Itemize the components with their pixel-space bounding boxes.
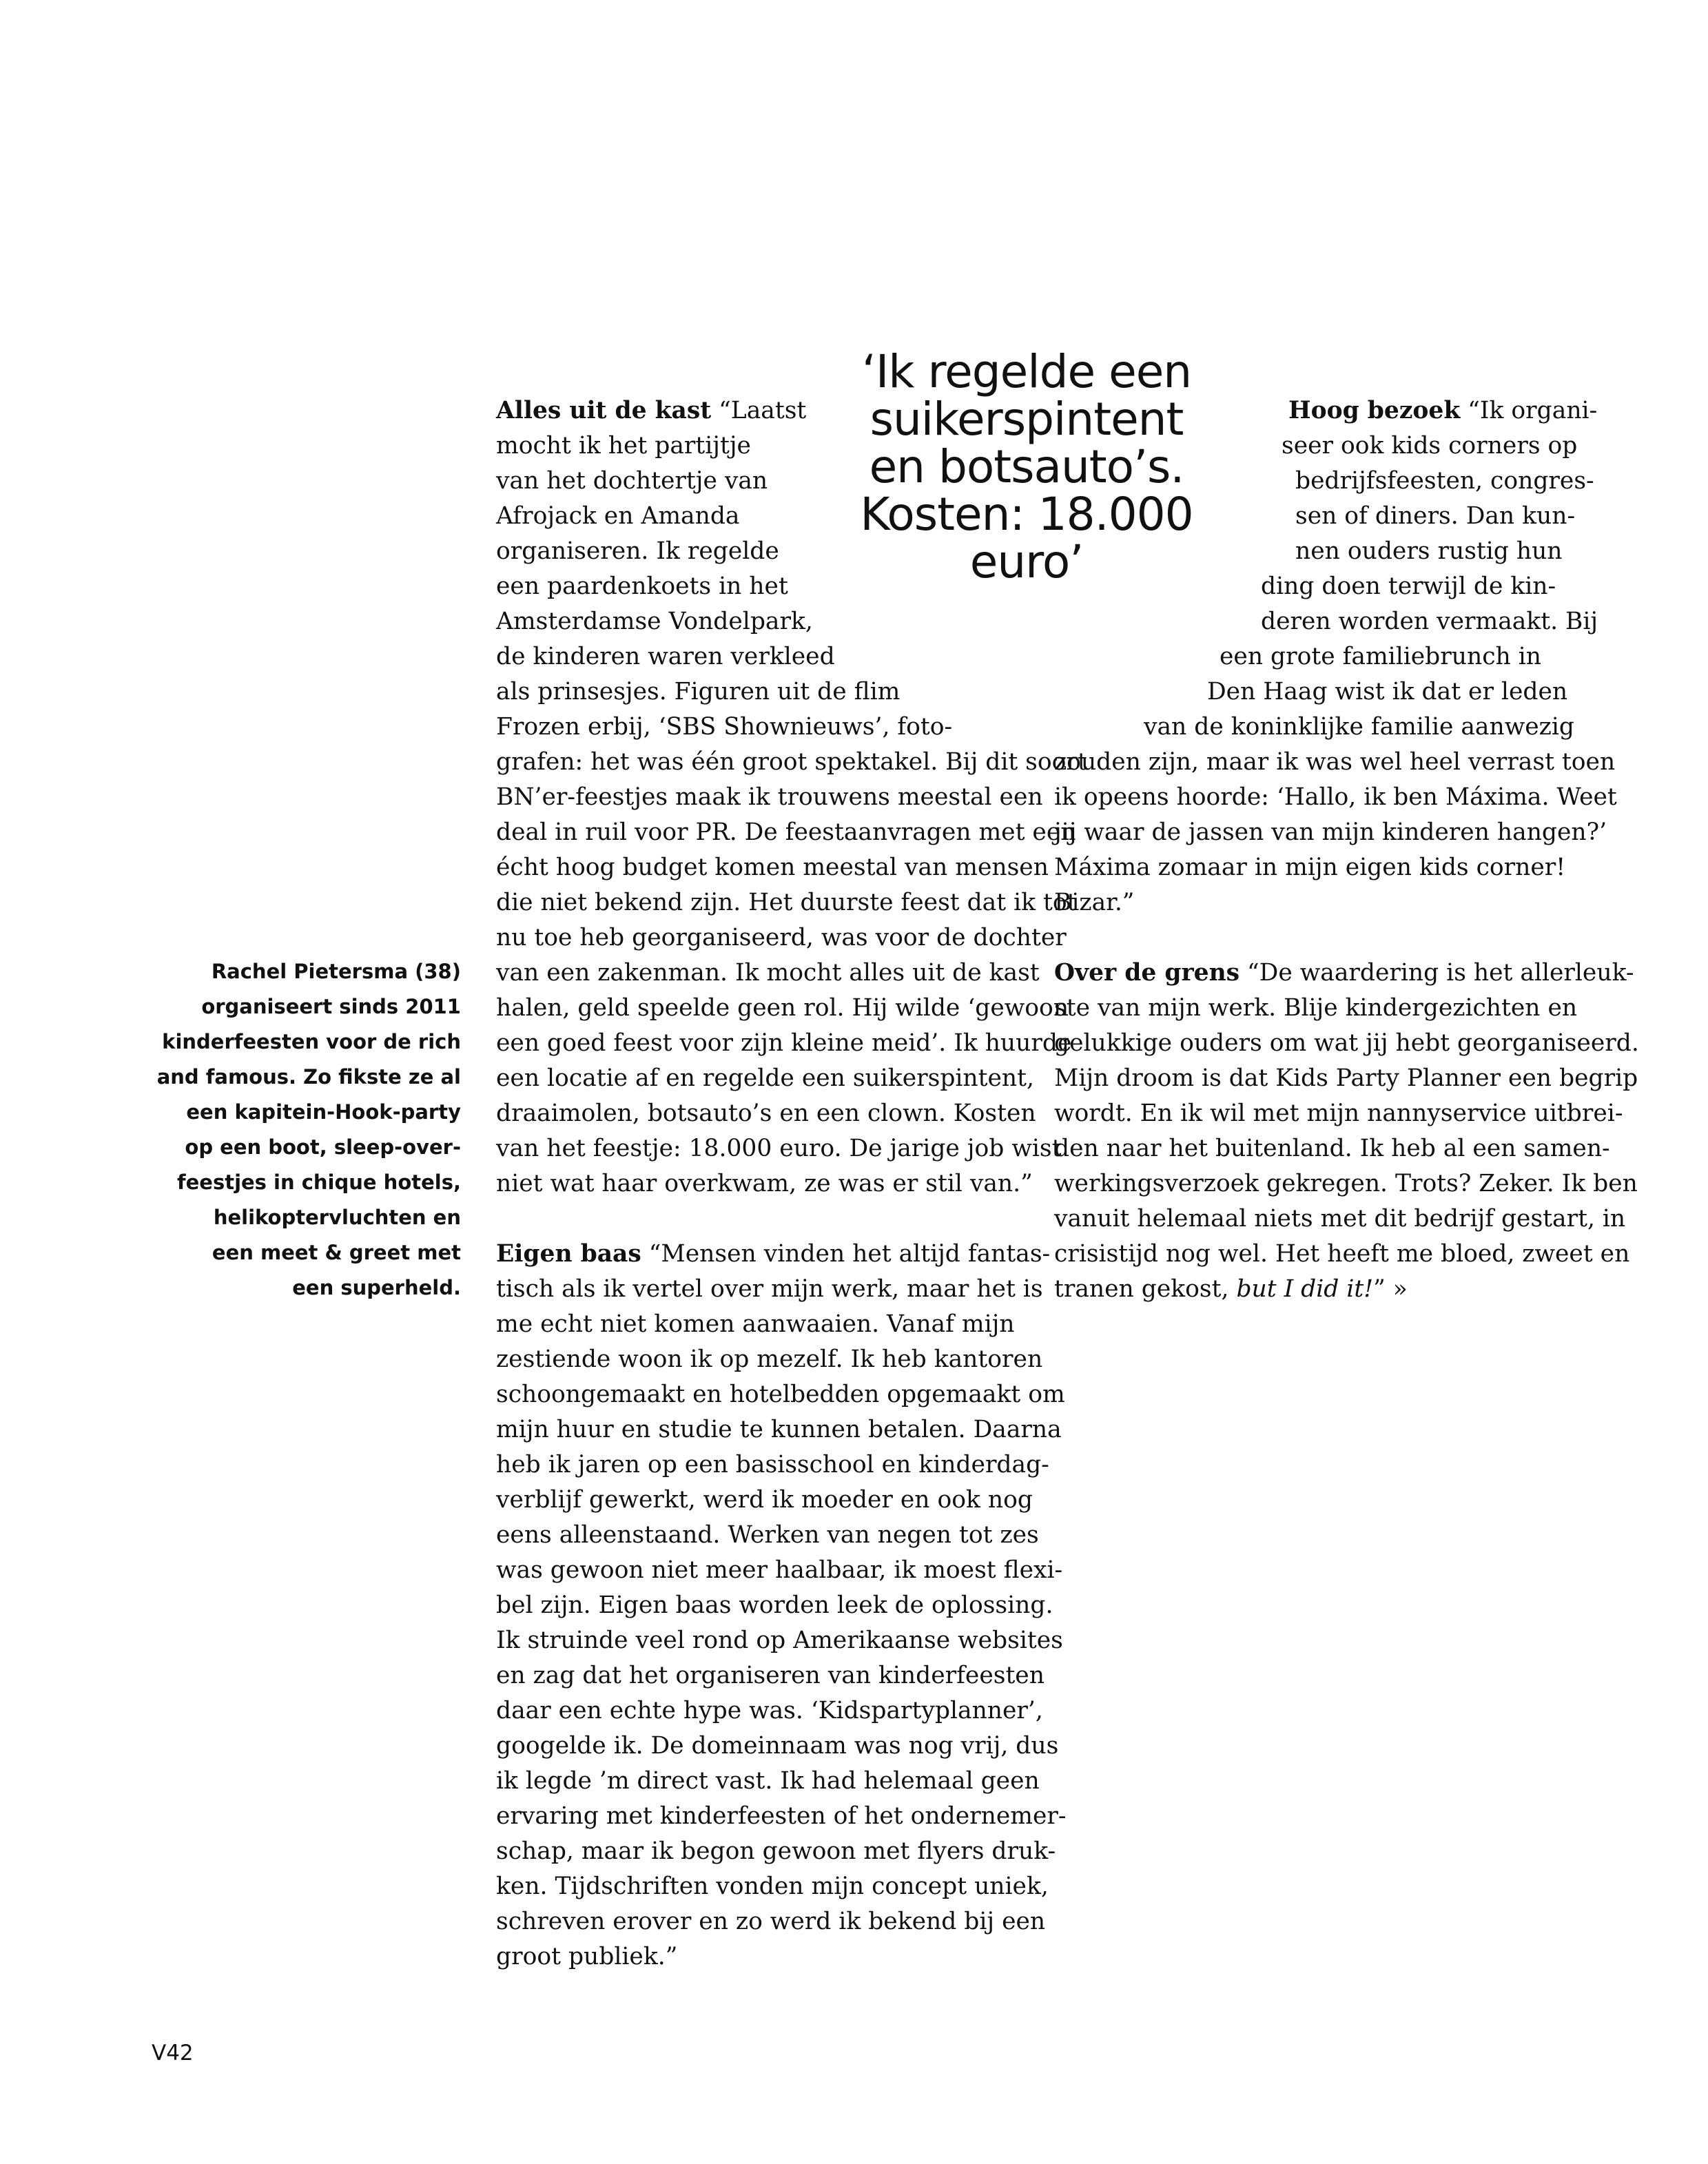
caption-line: feestjes in chique hotels,: [177, 1171, 461, 1194]
body-line: nen ouders rustig hun: [1295, 537, 1563, 565]
body-line: ken. Tijdschriften vonden mijn concept uniek,: [496, 1873, 1049, 1900]
section-heading-eigen-baas: Eigen baas: [496, 1240, 641, 1268]
pull-quote-line: en botsauto’s.: [869, 440, 1184, 493]
body-line: die niet bekend zijn. Het duurste feest dat ik tot: [496, 889, 1077, 916]
body-line: me echt niet komen aanwaaien. Vanaf mijn: [496, 1310, 1015, 1338]
body-line: ik legde ’m direct vast. Ik had helemaal geen: [496, 1767, 1040, 1795]
body-line: Bizar.”: [1054, 889, 1135, 916]
body-line: de kinderen waren verkleed: [496, 643, 835, 670]
section-heading-alles-uit-de-kast: Alles uit de kast: [496, 397, 712, 424]
body-line: van de koninklijke familie aanwezig: [1144, 713, 1574, 741]
body-line: organiseren. Ik regelde: [496, 537, 779, 565]
section-heading-over-de-grens: Over de grens: [1054, 959, 1240, 987]
pull-quote-line: euro’: [969, 535, 1084, 588]
body-line: nu toe heb georganiseerd, was voor de dochter: [496, 924, 1067, 951]
body-line: deren worden vermaakt. Bij: [1261, 608, 1598, 635]
body-line: Hoog bezoek “Ik organi-: [1288, 397, 1598, 424]
body-line: écht hoog budget komen meestal van mensen: [496, 854, 1049, 881]
pull-quote-line: Kosten: 18.000: [860, 488, 1193, 541]
body-line: Afrojack en Amanda: [496, 502, 740, 530]
body-line: was gewoon niet meer haalbaar, ik moest flexi-: [496, 1556, 1063, 1584]
caption-line: een meet & greet met: [212, 1241, 461, 1264]
body-line: niet wat haar overkwam, ze was er stil van.”: [496, 1170, 1033, 1197]
body-line: gelukkige ouders om wat jij hebt georganiseerd.: [1054, 1029, 1639, 1057]
body-line: een grote familiebrunch in: [1220, 643, 1541, 670]
body-line: groot publiek.”: [496, 1943, 678, 1970]
pull-quote-line: suikerspintent: [870, 393, 1184, 446]
body-line: tisch als ik vertel over mijn werk, maar het is: [496, 1275, 1043, 1303]
body-line: sen of diners. Dan kun-: [1295, 502, 1576, 530]
italic-phrase: but I did it!: [1236, 1275, 1374, 1303]
body-line: bel zijn. Eigen baas worden leek de oplossing.: [496, 1591, 1053, 1619]
pull-quote: [806, 345, 1247, 588]
body-line: een locatie af en regelde een suikerspintent,: [496, 1064, 1034, 1092]
body-line: vanuit helemaal niets met dit bedrijf gestart, in: [1054, 1205, 1626, 1233]
body-line: van het feestje: 18.000 euro. De jarige job wist: [496, 1135, 1062, 1162]
body-line: van het dochtertje van: [496, 467, 768, 495]
caption-line: helikoptervluchten en: [213, 1206, 461, 1229]
body-line: ding doen terwijl de kin-: [1261, 573, 1556, 600]
body-line: schap, maar ik begon gewoon met flyers druk-: [496, 1837, 1056, 1865]
body-line: seer ook kids corners op: [1282, 432, 1578, 460]
body-line: en zag dat het organiseren van kinderfeesten: [496, 1662, 1045, 1689]
caption-line: organiseert sinds 2011: [201, 995, 461, 1018]
body-line: halen, geld speelde geen rol. Hij wilde ‘gewoon: [496, 994, 1069, 1022]
body-line: Frozen erbij, ‘SBS Shownieuws’, foto-: [496, 713, 953, 741]
body-line: een paardenkoets in het: [496, 573, 788, 600]
caption-line: Rachel Pietersma (38): [211, 960, 461, 983]
pull-quote-line: ‘Ik regelde een: [861, 345, 1192, 398]
body-line: den naar het buitenland. Ik heb al een samen-: [1054, 1135, 1610, 1162]
caption-line: op een boot, sleep-over-: [185, 1135, 461, 1159]
body-line: grafen: het was één groot spektakel. Bij dit soort: [496, 748, 1087, 776]
body-line: Mijn droom is dat Kids Party Planner een begrip: [1054, 1064, 1638, 1092]
body-line: Alles uit de kast “Laatst: [496, 397, 807, 424]
body-line: van een zakenman. Ik mocht alles uit de kast: [496, 959, 1040, 987]
body-line: daar een echte hype was. ‘Kidspartyplanner’,: [496, 1697, 1043, 1724]
body-line: ste van mijn werk. Blije kindergezichten en: [1054, 994, 1578, 1022]
body-line: draaimolen, botsauto’s en een clown. Kosten: [496, 1100, 1036, 1127]
body-line: als prinsesjes. Figuren uit de flim: [496, 678, 901, 705]
body-line: wordt. En ik wil met mijn nannyservice uitbrei-: [1054, 1100, 1623, 1127]
caption-line: and famous. Zo fikste ze al: [156, 1065, 461, 1089]
body-line: BN’er-feestjes maak ik trouwens meestal een: [496, 783, 1043, 811]
caption-line: een kapitein-Hook-party: [186, 1100, 461, 1124]
body-line: ervaring met kinderfeesten of het ondernemer-: [496, 1802, 1067, 1830]
body-line: Amsterdamse Vondelpark,: [496, 608, 813, 635]
body-line: eens alleenstaand. Werken van negen tot zes: [496, 1521, 1039, 1549]
body-line: bedrijfsfeesten, congres-: [1295, 467, 1594, 495]
caption-line: kinderfeesten voor de rich: [162, 1030, 461, 1053]
body-line: jij waar de jassen van mijn kinderen hangen?’: [1054, 818, 1607, 846]
body-line: crisistijd nog wel. Het heeft me bloed, zweet en: [1054, 1240, 1630, 1268]
body-line: tranen gekost, but I did it!” »: [1054, 1275, 1408, 1303]
section-heading-hoog-bezoek: Hoog bezoek: [1288, 397, 1461, 424]
body-line: mijn huur en studie te kunnen betalen. Daarna: [496, 1416, 1062, 1443]
body-line: Ik struinde veel rond op Amerikaanse websites: [496, 1627, 1063, 1654]
body-line: Den Haag wist ik dat er leden: [1207, 678, 1568, 705]
body-line: zestiende woon ik op mezelf. Ik heb kantoren: [496, 1346, 1043, 1373]
body-line: schreven erover en zo werd ik bekend bij een: [496, 1908, 1046, 1935]
body-line: googelde ik. De domeinnaam was nog vrij, dus: [496, 1732, 1059, 1760]
body-line: heb ik jaren op een basisschool en kinderdag-: [496, 1451, 1049, 1478]
body-line: deal in ruil voor PR. De feestaanvragen met een: [496, 818, 1076, 846]
photo-caption: [157, 954, 461, 1306]
page-number: V42: [152, 2041, 194, 2065]
body-line: een goed feest voor zijn kleine meid’. Ik huurde: [496, 1029, 1072, 1057]
caption-line: een superheld.: [292, 1276, 461, 1299]
body-line: werkingsverzoek gekregen. Trots? Zeker. Ik ben: [1054, 1170, 1638, 1197]
body-line: verblijf gewerkt, werd ik moeder en ook nog: [496, 1486, 1033, 1514]
body-line: mocht ik het partijtje: [496, 432, 751, 460]
body-line: schoongemaakt en hotelbedden opgemaakt om: [496, 1381, 1065, 1408]
body-line: zouden zijn, maar ik was wel heel verrast toen: [1054, 748, 1616, 776]
body-line: ik opeens hoorde: ‘Hallo, ik ben Máxima. Weet: [1054, 783, 1617, 811]
body-line: Máxima zomaar in mijn eigen kids corner!: [1054, 854, 1566, 881]
body-line: Over de grens “De waardering is het allerleuk-: [1054, 959, 1634, 987]
body-line: Eigen baas “Mensen vinden het altijd fantas-: [496, 1240, 1051, 1268]
